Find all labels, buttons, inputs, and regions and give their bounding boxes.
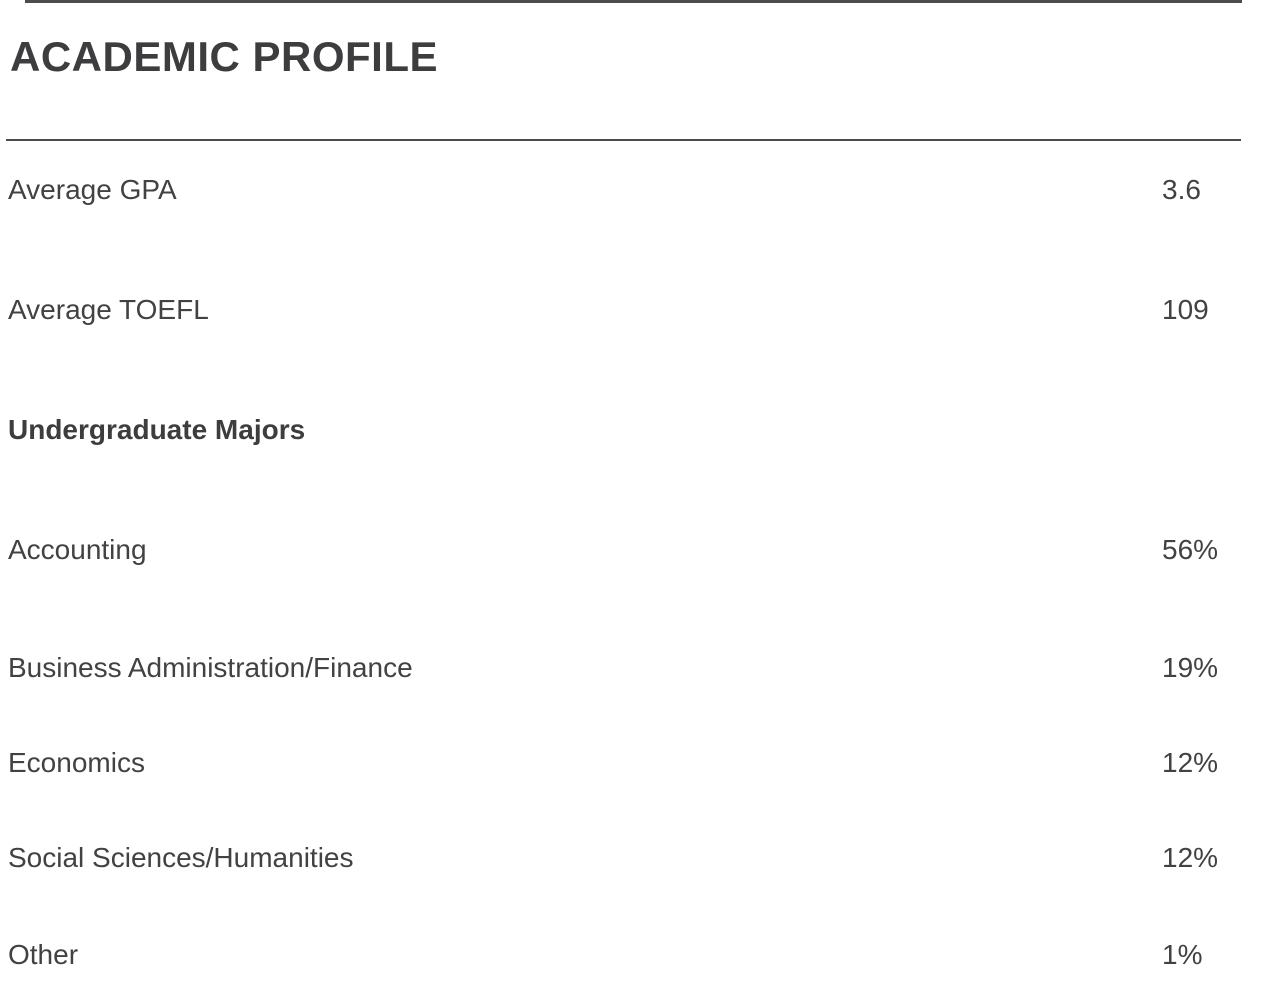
stat-value: 109 bbox=[1162, 294, 1209, 325]
major-value: 19% bbox=[1162, 652, 1219, 683]
major-label: Business Administration/Finance bbox=[8, 652, 413, 683]
major-row-economics bbox=[0, 746, 1280, 780]
majors-heading: Undergraduate Majors bbox=[8, 414, 306, 445]
title-divider bbox=[6, 139, 1241, 141]
major-value: 12% bbox=[1162, 842, 1219, 873]
major-label: Accounting bbox=[8, 534, 147, 565]
major-label: Economics bbox=[8, 747, 145, 778]
majors-heading-row bbox=[0, 413, 1280, 447]
major-row-business-administration-finance bbox=[0, 651, 1280, 685]
major-value: 56% bbox=[1162, 534, 1219, 565]
stat-label: Average TOEFL bbox=[8, 294, 209, 325]
stat-label: Average GPA bbox=[8, 174, 177, 205]
major-row-other bbox=[0, 938, 1280, 972]
major-row-social-sciences-humanities bbox=[0, 841, 1280, 875]
major-value: 1% bbox=[1162, 939, 1203, 970]
top-divider bbox=[25, 0, 1242, 3]
major-value: 12% bbox=[1162, 747, 1219, 778]
major-label: Other bbox=[8, 939, 79, 970]
major-row-accounting bbox=[0, 533, 1280, 567]
section-title: ACADEMIC PROFILE bbox=[10, 33, 438, 80]
major-label: Social Sciences/Humanities bbox=[8, 842, 354, 873]
stat-value: 3.6 bbox=[1162, 174, 1201, 205]
stat-row-average-toefl bbox=[0, 293, 1280, 327]
stat-row-average-gpa bbox=[0, 173, 1280, 207]
